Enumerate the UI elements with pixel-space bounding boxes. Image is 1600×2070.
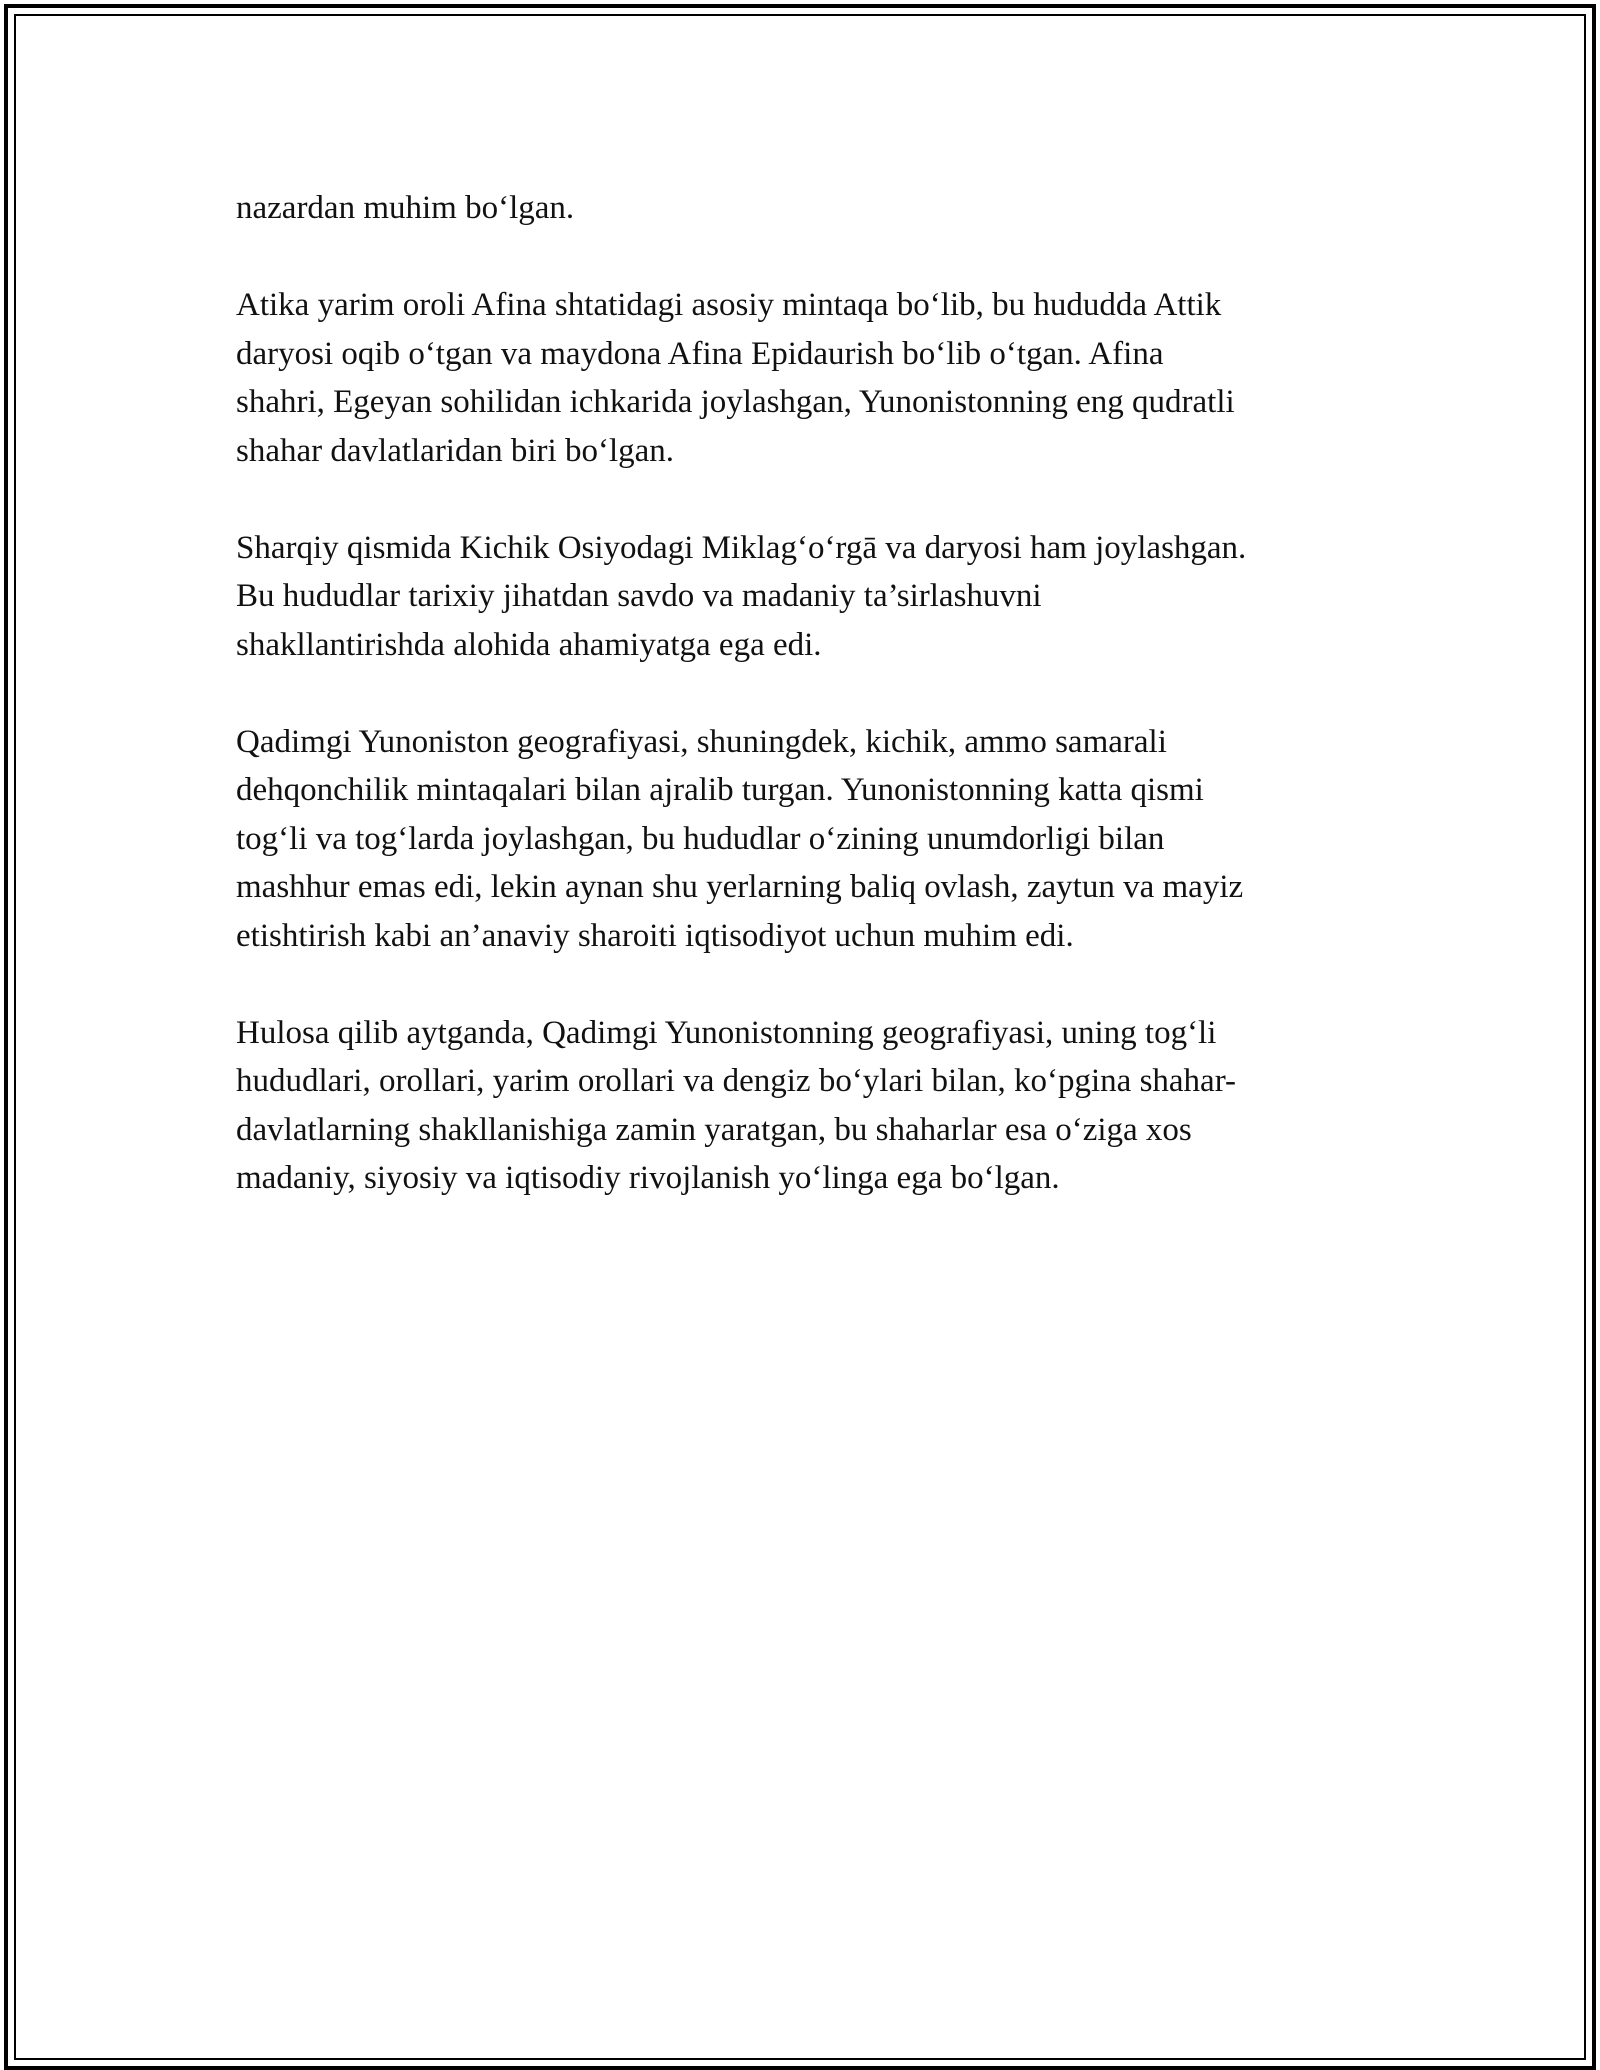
paragraph-hulosa: Hulosa qilib aytganda, Qadimgi Yunonistonning geografiyasi, uning tog‘li hududlari, orollari, yarim orollari va dengiz bo‘ylari bilan, ko‘pgina shahar- davlatlarning shakllanishiga zamin yaratgan, bu shaharlar esa o‘ziga xos madaniy, siyosiy va iqtisodiy rivojlanish yo‘linga ega bo‘lgan. bbox=[236, 1014, 1237, 1196]
paragraph-atika: Atika yarim oroli Afina shtatidagi asosiy mintaqa bo‘lib, bu hududda Attik daryosi oqib o‘tgan va maydona Afina Epidaurish bo‘lib o‘tgan. Afina shahri, Egeyan sohilidan ichkarida joylashgan, Yunonistonning eng qudratli shahar davlatlaridan biri bo‘lgan. bbox=[236, 287, 1235, 469]
paragraph-sharqiy: Sharqiy qismida Kichik Osiyodagi Miklag‘o‘rgā va daryosi ham joylashgan. Bu hududlar tarixiy jihatdan savdo va madaniy ta’sirlashuvni shakllantirishda alohida ahamiyatga ega edi. bbox=[236, 529, 1247, 663]
paragraph-geografiya: Qadimgi Yunoniston geografiyasi, shuningdek, kichik, ammo samarali dehqonchilik mintaqalari bilan ajralib turgan. Yunonistonning katta qismi tog‘li va tog‘larda joylashgan, bu hududlar o‘zining unumdorligi bilan mashhur emas edi, lekin aynan shu yerlarning baliq ovlash, zaytun va mayiz etishtirish kabi an’anaviy sharoiti iqtisodiyot uchun muhim edi. bbox=[236, 723, 1244, 954]
document-body bbox=[236, 184, 1376, 1251]
paragraph-continuation: nazardan muhim bo‘lgan. bbox=[236, 190, 575, 226]
